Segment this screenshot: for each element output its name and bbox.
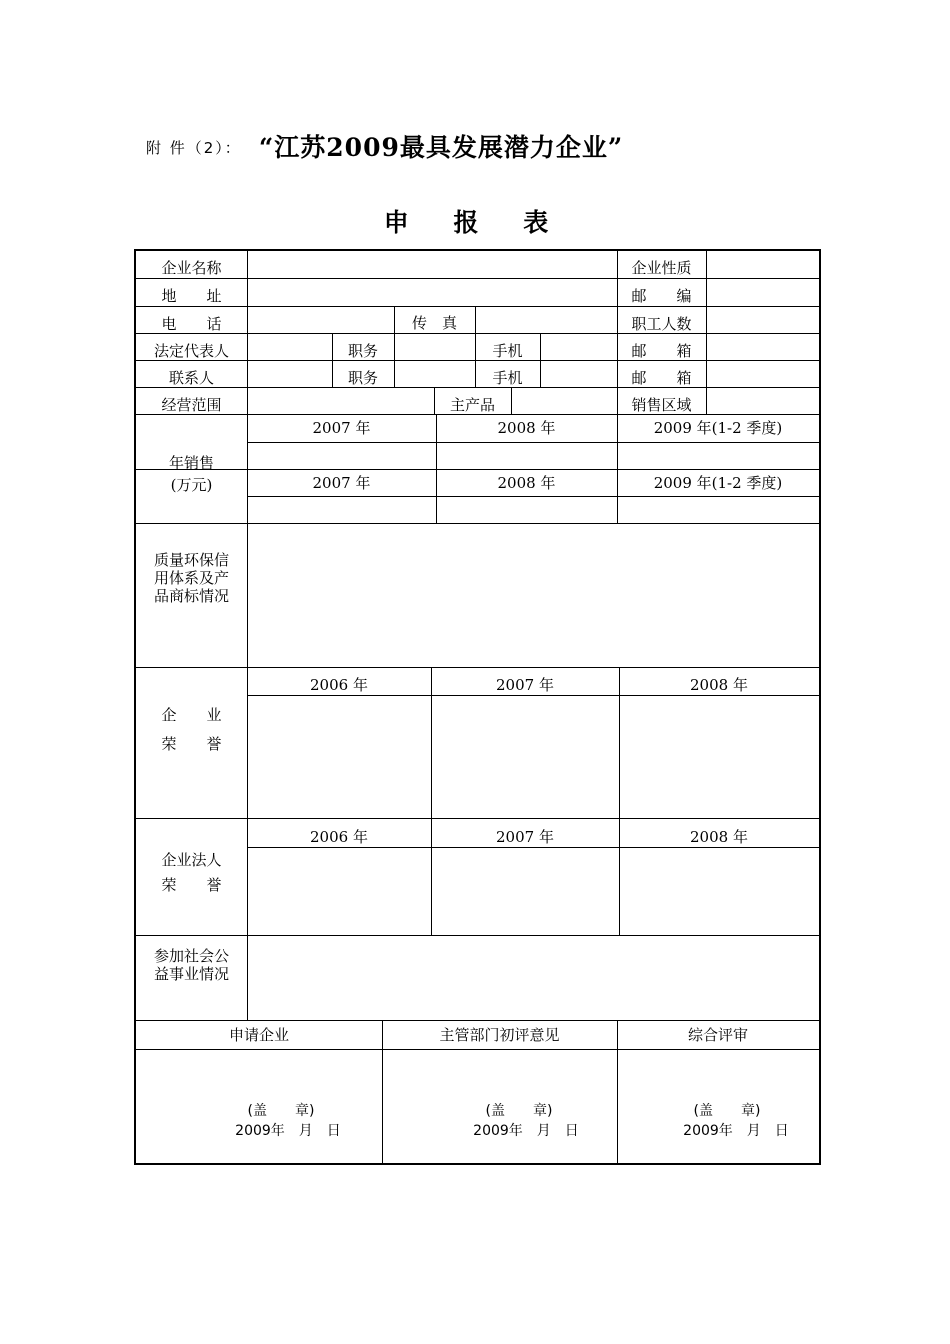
label-email: 邮 箱	[631, 342, 692, 360]
input-contact-mobile[interactable]	[540, 360, 617, 387]
input-legal-honor-2007[interactable]	[431, 847, 619, 935]
input-legal-honor-2006[interactable]	[247, 847, 431, 935]
label-phone: 电 话	[161, 315, 222, 333]
label-fax: 传 真	[411, 314, 457, 332]
input-sales-2007[interactable]	[247, 442, 436, 469]
legal-honor-header-2006: 2006 年	[310, 827, 368, 846]
input-legal-honor-2008[interactable]	[619, 847, 819, 935]
input-mobile[interactable]	[540, 333, 617, 360]
form-subtitle: 申 报 表	[383, 208, 567, 237]
input-main-product[interactable]	[511, 387, 617, 414]
label-postcode: 邮 编	[631, 287, 692, 305]
input-contact[interactable]	[247, 360, 332, 387]
quality-line-3: 品商标情况	[153, 587, 229, 605]
legal-honor-header-2008: 2008 年	[690, 827, 748, 846]
charity-line-1: 参加社会公	[153, 947, 229, 965]
input-charity[interactable]	[247, 935, 819, 1020]
quality-line-1: 质量环保信	[153, 551, 229, 569]
input-tax-2009[interactable]	[617, 496, 819, 523]
input-honor-2006[interactable]	[247, 695, 431, 818]
input-contact-email[interactable]	[706, 360, 819, 387]
document-title: “江苏2009最具发展潜力企业”	[258, 133, 624, 162]
applicant-date: 2009年 月 日	[235, 1122, 341, 1139]
label-enterprise-honors	[136, 701, 247, 761]
input-quality-systems[interactable]	[247, 523, 819, 667]
input-tax-2007[interactable]	[247, 496, 436, 523]
label-employees: 职工人数	[631, 315, 692, 333]
input-fax[interactable]	[475, 306, 617, 333]
header-line	[146, 128, 623, 164]
input-honor-2008[interactable]	[619, 695, 819, 818]
label-contact-position: 职务	[347, 369, 378, 387]
legal-honor-header-2007: 2007 年	[496, 827, 554, 846]
input-phone[interactable]	[247, 306, 394, 333]
label-annual-sales	[136, 414, 247, 523]
dept-date: 2009年 月 日	[473, 1122, 579, 1139]
label-address: 地 址	[161, 287, 222, 305]
label-position: 职务	[347, 342, 378, 360]
input-honor-2007[interactable]	[431, 695, 619, 818]
input-address[interactable]	[247, 278, 617, 306]
input-tax-2008[interactable]	[436, 496, 617, 523]
quality-line-2: 用体系及产	[153, 569, 229, 587]
label-main-product: 主产品	[449, 396, 495, 414]
header-dept-opinion: 主管部门初评意见	[439, 1025, 560, 1044]
input-employees[interactable]	[706, 306, 819, 333]
label-legal-rep: 法定代表人	[153, 342, 229, 360]
honor-line-2: 荣 誉	[161, 735, 222, 753]
tax-header-2008: 2008 年	[497, 473, 556, 492]
label-mobile: 手机	[492, 342, 523, 360]
applicant-seal: (盖 章)	[247, 1102, 315, 1119]
label-sales-region: 销售区域	[631, 396, 692, 414]
attachment-label: 附 件（2）：	[146, 139, 242, 157]
honor-line-1: 企 业	[161, 706, 222, 724]
honor-header-2007: 2007 年	[496, 676, 554, 694]
honor-header-2006: 2006 年	[310, 676, 368, 694]
input-sales-region[interactable]	[706, 387, 819, 414]
input-email[interactable]	[706, 333, 819, 360]
input-position[interactable]	[394, 333, 475, 360]
sales-header-2007: 2007 年	[312, 419, 371, 437]
label-charity	[136, 947, 247, 987]
label-contact-email: 邮 箱	[631, 369, 692, 387]
legal-honor-line-1: 企业法人	[161, 851, 222, 869]
input-sales-2009[interactable]	[617, 442, 819, 469]
label-quality-systems	[136, 551, 247, 611]
annual-sales-unit: (万元)	[170, 475, 213, 494]
legal-honor-line-2: 荣 誉	[161, 876, 222, 894]
review-seal: (盖 章)	[693, 1102, 761, 1119]
sales-header-2008: 2008 年	[497, 419, 556, 437]
input-business-scope[interactable]	[247, 387, 434, 414]
header-applicant: 申请企业	[228, 1025, 289, 1044]
header-review: 综合评审	[687, 1025, 748, 1044]
input-postcode[interactable]	[706, 278, 819, 306]
charity-line-2: 益事业情况	[153, 965, 229, 983]
label-company-nature: 企业性质	[631, 259, 692, 277]
label-contact: 联系人	[168, 369, 214, 387]
label-business-scope: 经营范围	[161, 396, 222, 414]
label-company-name: 企业名称	[161, 259, 222, 277]
sales-header-2009: 2009 年(1-2 季度)	[653, 419, 783, 437]
annual-sales-text: 年销售	[168, 453, 214, 472]
label-legal-person-honors	[136, 848, 247, 900]
application-form-table	[134, 249, 821, 1165]
tax-header-2009: 2009 年(1-2 季度)	[653, 473, 783, 492]
honor-header-2008: 2008 年	[690, 676, 748, 694]
tax-header-2007: 2007 年	[312, 473, 371, 492]
input-legal-rep[interactable]	[247, 333, 332, 360]
review-date: 2009年 月 日	[683, 1122, 789, 1139]
label-contact-mobile: 手机	[492, 369, 523, 387]
input-contact-position[interactable]	[394, 360, 475, 387]
input-company-nature[interactable]	[706, 251, 819, 278]
dept-seal: (盖 章)	[485, 1102, 553, 1119]
input-sales-2008[interactable]	[436, 442, 617, 469]
input-company-name[interactable]	[247, 251, 617, 278]
